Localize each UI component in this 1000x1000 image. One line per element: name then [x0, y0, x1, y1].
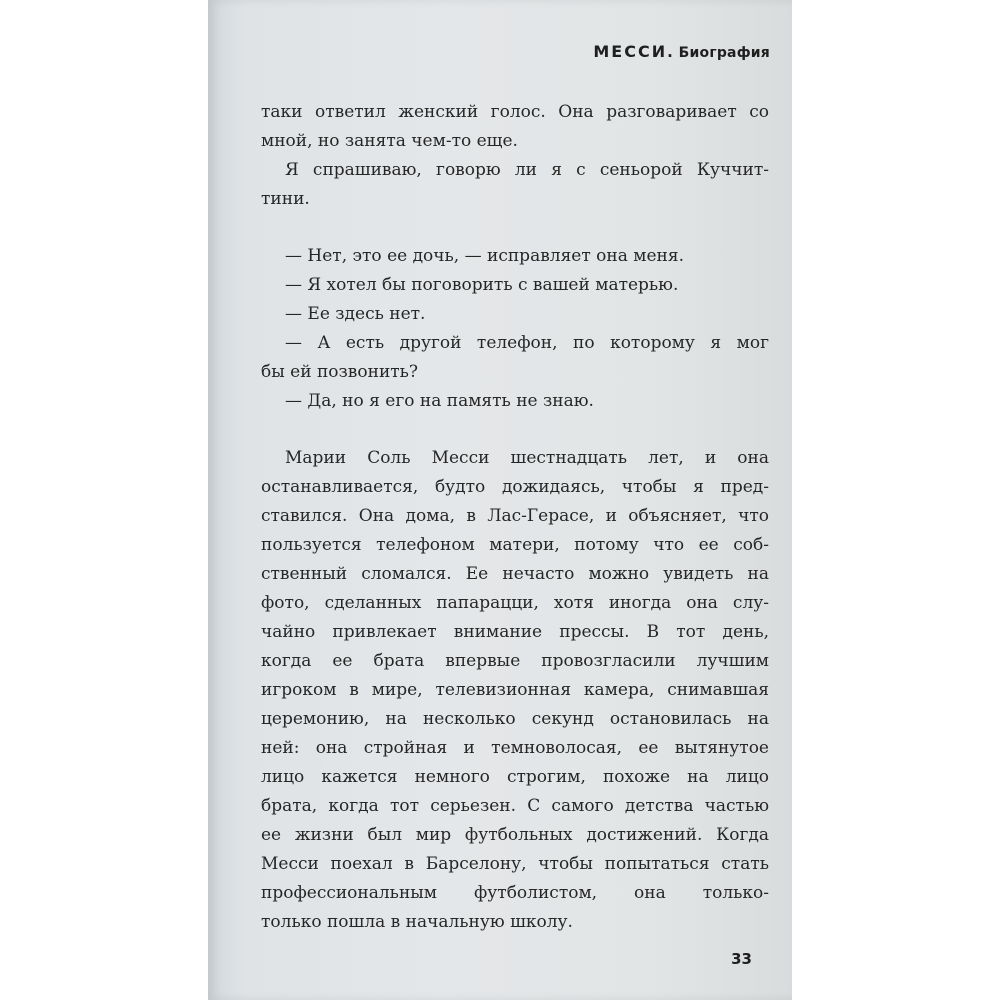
text-line: когда ее брата впервые провозгласили лучшим: [261, 651, 769, 671]
text-line: профессиональным футболистом, она только-: [261, 883, 769, 903]
page-number: 33: [731, 950, 752, 968]
running-head-author: МЕССИ: [593, 42, 668, 61]
text-line: игроком в мире, телевизионная камера, снимавшая: [261, 680, 769, 700]
dialog-line: — Нет, это ее дочь, — исправляет она меня.: [285, 246, 685, 266]
text-line: тини.: [261, 189, 310, 209]
text-line: чайно привлекает внимание прессы. В тот день,: [261, 622, 769, 642]
text-line: только пошла в начальную школу.: [261, 912, 573, 932]
block-gap: [261, 214, 769, 242]
text-line: останавливается, будто дожидаясь, чтобы я пред-: [261, 477, 769, 497]
text-line: ставился. Она дома, в Лас-Герасе, и объясняет, что: [261, 506, 769, 526]
text-line: Марии Соль Месси шестнадцать лет, и она: [285, 448, 769, 468]
book-page: [208, 0, 792, 1000]
text-line: пользуется телефоном матери, потому что ее соб-: [261, 535, 769, 555]
text-line: брата, когда тот серьезен. С самого детства частью: [261, 796, 769, 816]
paragraph-3: [261, 444, 769, 937]
dialog-line: — Да, но я его на память не знаю.: [285, 391, 594, 411]
paragraph-2: [261, 156, 769, 214]
text-line: мной, но занята чем-то еще.: [261, 131, 518, 151]
text-line: церемонию, на несколько секунд остановилась на: [261, 709, 769, 729]
running-head-subtitle: Биография: [678, 45, 770, 61]
running-head-separator: .: [667, 43, 679, 61]
dialog-block: [261, 242, 769, 416]
paragraph-1: [261, 98, 769, 156]
running-head: [593, 42, 770, 61]
text-line: Я спрашиваю, говорю ли я с сеньорой Куччит-: [285, 160, 769, 180]
text-line: фото, сделанных папарацци, хотя иногда она слу-: [261, 593, 769, 613]
text-line: Месси поехал в Барселону, чтобы попытаться стать: [261, 854, 769, 874]
text-line: ее жизни был мир футбольных достижений. Когда: [261, 825, 769, 845]
text-line: лицо кажется немного строгим, похоже на лицо: [261, 767, 769, 787]
dialog-line: — Я хотел бы поговорить с вашей матерью.: [285, 275, 679, 295]
dialog-line: — А есть другой телефон, по которому я мог: [285, 333, 769, 353]
dialog-line: бы ей позвонить?: [261, 362, 419, 382]
text-line: ней: она стройная и темноволосая, ее вытянутое: [261, 738, 769, 758]
body-text: [261, 98, 769, 937]
text-line: таки ответил женский голос. Она разговаривает со: [261, 102, 769, 122]
block-gap: [261, 416, 769, 444]
dialog-line: — Ее здесь нет.: [285, 304, 426, 324]
text-line: ственный сломался. Ее нечасто можно увидеть на: [261, 564, 769, 584]
